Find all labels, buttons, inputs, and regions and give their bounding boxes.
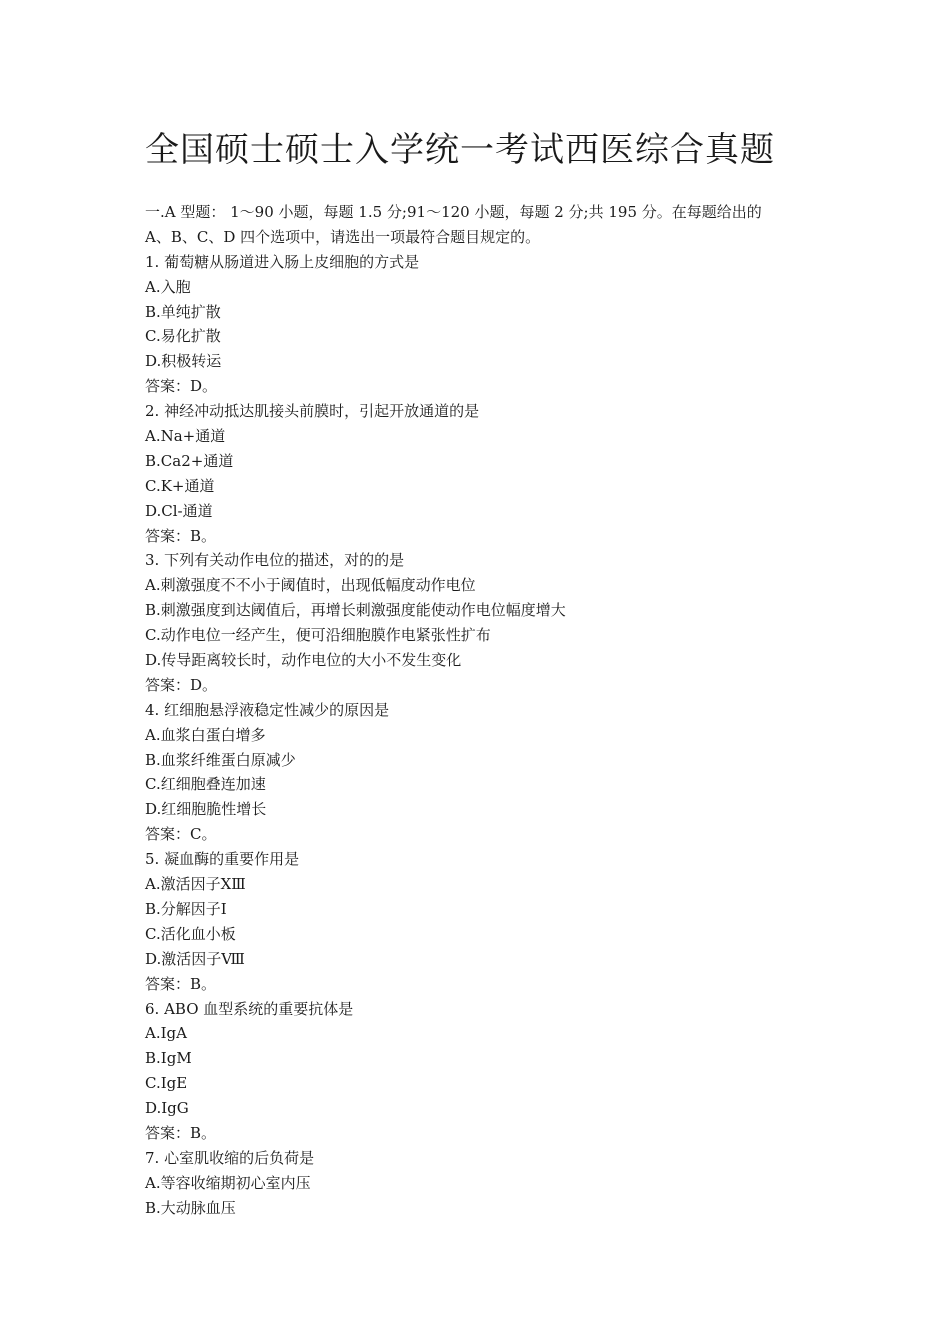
answer-option: A.等容收缩期初心室内压 <box>145 1173 311 1192</box>
answer-option: B.IgM <box>145 1049 192 1068</box>
answer-option: C.动作电位一经产生，便可沿细胞膜作电紧张性扩布 <box>145 626 491 645</box>
answer-option: D.Cl-通道 <box>145 501 213 520</box>
question-stem: 6. ABO 血型系统的重要抗体是 <box>145 999 354 1018</box>
answer-option: D.激活因子Ⅷ <box>145 949 245 968</box>
answer-option: B.Ca2+通道 <box>145 451 234 470</box>
answer-option: B.血浆纤维蛋白原减少 <box>145 750 296 769</box>
answer-key: 答案：D。 <box>145 377 218 396</box>
answer-option: A.刺激强度不不小于阈值时，出现低幅度动作电位 <box>145 576 476 595</box>
document-body <box>145 200 825 1221</box>
question-stem: 5. 凝血酶的重要作用是 <box>145 850 300 869</box>
answer-key: 答案：B。 <box>145 1123 217 1142</box>
question-stem: 7. 心室肌收缩的后负荷是 <box>145 1148 315 1167</box>
answer-option: A.激活因子ⅩⅢ <box>145 875 246 894</box>
answer-option: B.刺激强度到达阈值后，再增长刺激强度能使动作电位幅度增大 <box>145 601 566 620</box>
instructions-line: 一.A 型题： 1～90 小题，每题 1.5 分;91～120 小题，每题 2 分;共 195 分。在每题给出的 <box>145 203 762 221</box>
answer-option: A.血浆白蛋白增多 <box>145 725 266 744</box>
answer-option: B.单纯扩散 <box>145 302 221 321</box>
answer-option: C.K+通道 <box>145 476 215 495</box>
document-title: 全国硕士硕士入学统一考试西医综合真题 <box>145 130 775 170</box>
answer-option: D.IgG <box>145 1099 189 1118</box>
answer-key: 答案：B。 <box>145 526 217 545</box>
answer-option: C.IgE <box>145 1074 188 1093</box>
answer-option: C.红细胞叠连加速 <box>145 775 266 794</box>
answer-option: C.活化血小板 <box>145 924 236 943</box>
answer-option: C.易化扩散 <box>145 327 221 346</box>
question-stem: 1. 葡萄糖从肠道进入肠上皮细胞的方式是 <box>145 252 420 271</box>
question-block <box>145 847 825 996</box>
instructions <box>145 200 825 250</box>
answer-option: B.分解因子Ⅰ <box>145 899 227 918</box>
answer-key: 答案：B。 <box>145 974 217 993</box>
question-block <box>145 698 825 847</box>
answer-key: 答案：C。 <box>145 825 217 844</box>
answer-option: A.IgA <box>145 1024 187 1043</box>
question-block <box>145 1146 825 1221</box>
question-block <box>145 548 825 697</box>
question-stem: 2. 神经冲动抵达肌接头前膜时，引起开放通道的是 <box>145 402 480 421</box>
question-stem: 4. 红细胞悬浮液稳定性减少的原因是 <box>145 700 390 719</box>
answer-option: D.积极转运 <box>145 352 222 371</box>
question-block <box>145 997 825 1146</box>
question-block <box>145 250 825 399</box>
question-block <box>145 399 825 548</box>
answer-option: D.传导距离较长时，动作电位的大小不发生变化 <box>145 651 462 670</box>
answer-option: D.红细胞脆性增长 <box>145 800 267 819</box>
question-stem: 3. 下列有关动作电位的描述，对的的是 <box>145 551 405 570</box>
answer-option: B.大动脉血压 <box>145 1198 236 1217</box>
answer-key: 答案：D。 <box>145 675 218 694</box>
answer-option: A.入胞 <box>145 277 191 296</box>
instructions-line: A、B、C、D 四个选项中，请选出一项最符合题目规定的。 <box>145 227 541 246</box>
answer-option: A.Na+通道 <box>145 427 226 446</box>
